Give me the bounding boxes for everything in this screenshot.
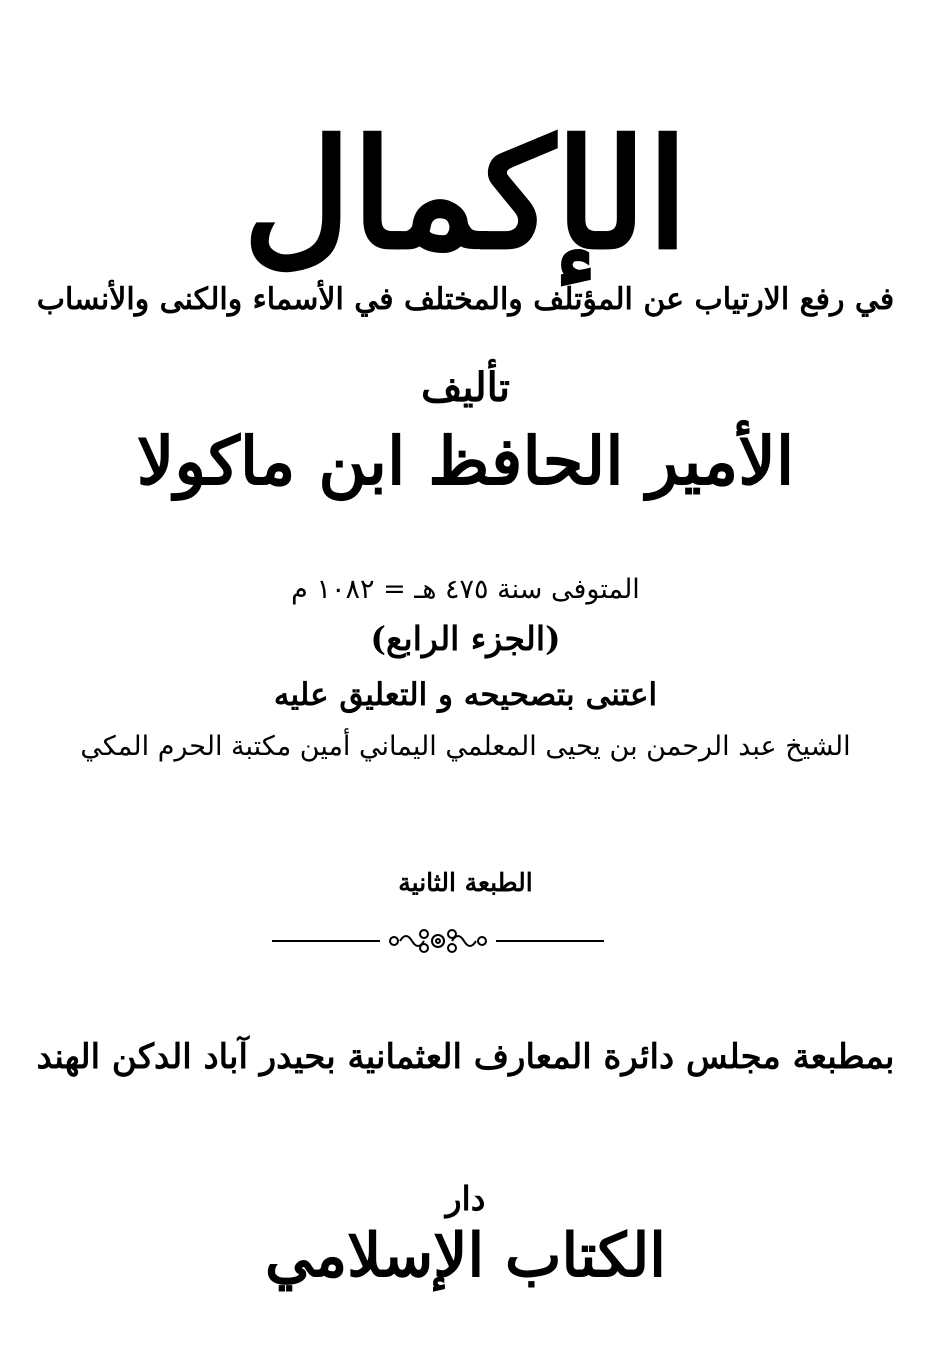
editing-note: اعتنى بتصحيحه و التعليق عليه bbox=[273, 677, 658, 713]
main-title: الإكمال bbox=[242, 107, 689, 283]
edition-label: الطبعة الثانية bbox=[398, 868, 533, 897]
editor-name: الشيخ عبد الرحمن بن يحيى المعلمي اليماني أمين مكتبة الحرم المكي bbox=[80, 731, 851, 762]
author-name: الأمير الحافظ ابن ماكولا bbox=[136, 422, 795, 500]
subtitle: في رفع الارتياب عن المؤتلف والمختلف في الأسماء والكنى والأنساب bbox=[36, 282, 895, 317]
printer-line: بمطبعة مجلس دائرة المعارف العثمانية بحيدر آباد الدكن الهند bbox=[36, 1037, 895, 1077]
ornament-divider bbox=[272, 924, 604, 958]
authored-by-label: تأليف bbox=[421, 364, 510, 411]
publisher-name: الكتاب الإسلامي bbox=[265, 1221, 666, 1291]
death-date: المتوفى سنة ٤٧٥ هـ = ١٠٨٢ م bbox=[291, 574, 640, 605]
publisher-prefix: دار bbox=[445, 1179, 486, 1218]
volume-label: (الجزء الرابع) bbox=[370, 619, 561, 658]
